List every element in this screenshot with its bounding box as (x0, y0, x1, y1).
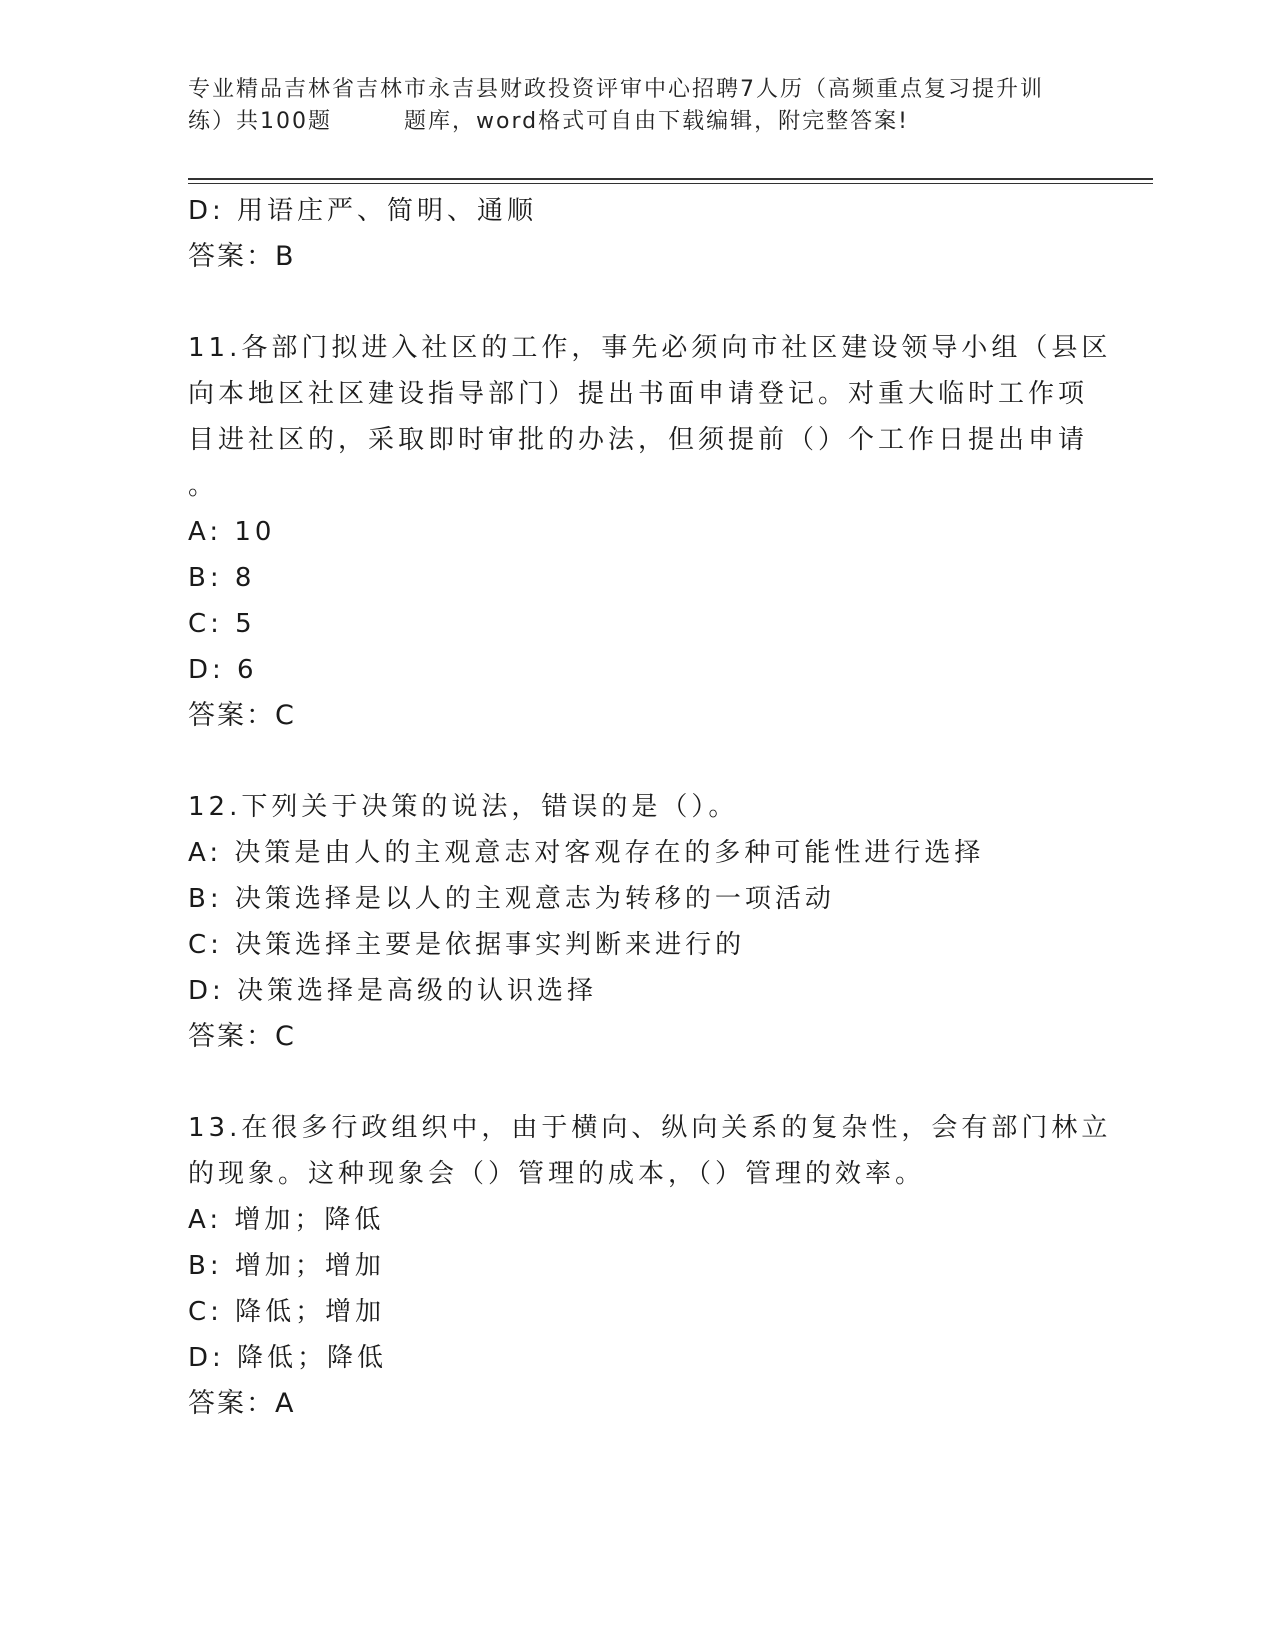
question-stem-line: 12.下列关于决策的说法，错误的是（）。 (188, 792, 739, 822)
header-title-line-1: 专业精品吉林省吉林市永吉县财政投资评审中心招聘7人历（高频重点复习提升训 (188, 77, 1044, 102)
option-d: D: 用语庄严、简明、通顺 (188, 196, 538, 226)
question-content (188, 188, 1112, 1427)
question-stem-line: 的现象。这种现象会（）管理的成本，（）管理的效率。 (188, 1159, 926, 1189)
header-title-line-2: 练）共100题 题库，word格式可自由下载编辑，附完整答案! (188, 109, 909, 134)
option-b: B: 增加；增加 (188, 1251, 385, 1281)
question-stem-line: 。 (188, 471, 219, 501)
option-a: A: 决策是由人的主观意志对客观存在的多种可能性进行选择 (188, 838, 985, 868)
option-d: D: 决策选择是高级的认识选择 (188, 976, 598, 1006)
question-stem-line: 向本地区社区建设指导部门）提出书面申请登记。对重大临时工作项 (188, 379, 1089, 409)
option-d: D: 6 (188, 655, 258, 685)
header-divider (188, 178, 1153, 184)
option-a: A: 10 (188, 517, 276, 547)
page-header (188, 74, 1088, 138)
answer-line: 答案：A (188, 1388, 296, 1419)
question-11 (188, 325, 1112, 739)
spacer (188, 1060, 1088, 1105)
question-stem-line: 目进社区的，采取即时审批的办法，但须提前（）个工作日提出申请 (188, 425, 1089, 455)
option-b: B: 8 (188, 563, 256, 593)
answer-line: 答案：C (188, 1021, 296, 1052)
question-13 (188, 1105, 1112, 1427)
option-c: C: 5 (188, 609, 256, 639)
answer-line: 答案：C (188, 700, 296, 731)
answer-line: 答案：B (188, 241, 296, 272)
question-stem-line: 11.各部门拟进入社区的工作，事先必须向市社区建设领导小组（县区 (188, 333, 1112, 363)
option-c: C: 降低；增加 (188, 1297, 386, 1327)
question-10-tail (188, 188, 1088, 280)
spacer (188, 739, 1088, 784)
question-stem-line: 13.在很多行政组织中，由于横向、纵向关系的复杂性，会有部门林立 (188, 1113, 1112, 1143)
option-c: C: 决策选择主要是依据事实判断来进行的 (188, 930, 746, 960)
spacer (188, 280, 1088, 325)
option-a: A: 增加；降低 (188, 1205, 385, 1235)
question-12 (188, 784, 1088, 1060)
option-b: B: 决策选择是以人的主观意志为转移的一项活动 (188, 884, 835, 914)
option-d: D: 降低；降低 (188, 1343, 388, 1373)
